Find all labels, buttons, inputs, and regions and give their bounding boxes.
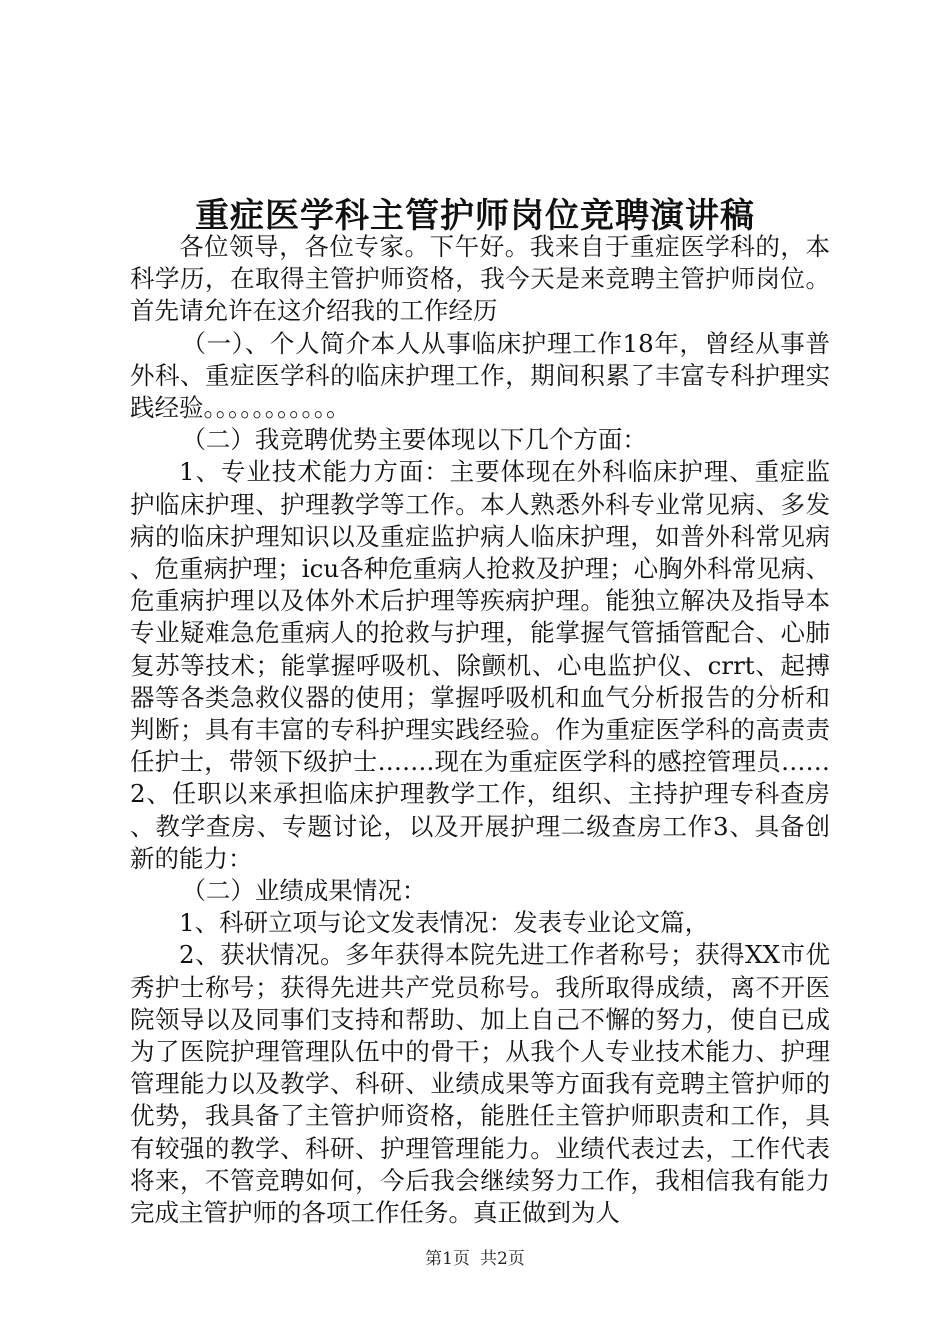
document-title: 重症医学科主管护师岗位竞聘演讲稿 xyxy=(195,196,755,236)
paragraph-greeting: 各位领导，各位专家。下午好。我来自于重症医学科的，本科学历，在取得主管护师资格，我今天是来竞聘主管护师岗位。首先请允许在这介绍我的工作经历 xyxy=(130,232,830,326)
paragraph-awards: 2、获状情况。多年获得本院先进工作者称号；获得XX市优秀护士称号；获得先进共产党员称号。我所取得成绩，离不开医院领导以及同事们支持和帮助、加上自己不懈的努力，使自已成为了医院护理管理队伍中的骨干；从我个人专业技术能力、护理管理能力以及教学、科研、业绩成果等方面我有竞聘主管护师的优势，我具备了主管护师资格，能胜任主管护师职责和工作，具有较强的教学、科研、护理管理能力。业绩代表过去，工作代表将来，不管竞聘如何，今后我会继续努力工作，我相信我有能力完成主管护师的各项工作任务。真正做到为人 xyxy=(130,940,830,1228)
paragraph-profile: （一）、个人简介本人从事临床护理工作18年，曾经从事普外科、重症医学科的临床护理工作，期间积累了丰富专科护理实践经验。。。。。。。。。。。 xyxy=(130,328,830,423)
paragraph-advantages-heading: （二）我竞聘优势主要体现以下几个方面： xyxy=(181,425,647,455)
page-footer xyxy=(0,1244,950,1269)
page-total: 共2页 xyxy=(480,1249,525,1269)
document-body xyxy=(130,231,830,1229)
paragraph-technical-ability: 1、专业技术能力方面：主要体现在外科临床护理、重症监护临床护理、护理教学等工作。本人熟悉外科专业常见病、多发病的临床护理知识以及重症监护病人临床护理，如普外科常见病、危重病护理；icu各种危重病人抢救及护理；心胸外科常见病、危重病护理以及体外术后护理等疾病护理。能独立解决及指导本专业疑难急危重病人的抢救与护理，能掌握气管插管配合、心肺复苏等技术；能掌握呼吸机、除颤机、心电监护仪、crrt、起搏器等各类急救仪器的使用；掌握呼吸机和血气分析报告的分析和判断；具有丰富的专科护理实践经验。作为重症医学科的高责责任护士，带领下级护士…….现在为重症医学科的感控管理员……2、任职以来承担临床护理教学工作，组织、主持护理专科查房、教学查房、专题讨论，以及开展护理二级查房工作3、具备创新的能力： xyxy=(130,457,830,873)
page-number: 第1页 xyxy=(425,1249,470,1269)
paragraph-research: 1、科研立项与论文发表情况：发表专业论文篇， xyxy=(179,908,710,938)
paragraph-achievements-heading: （二）业绩成果情况： xyxy=(181,876,427,906)
